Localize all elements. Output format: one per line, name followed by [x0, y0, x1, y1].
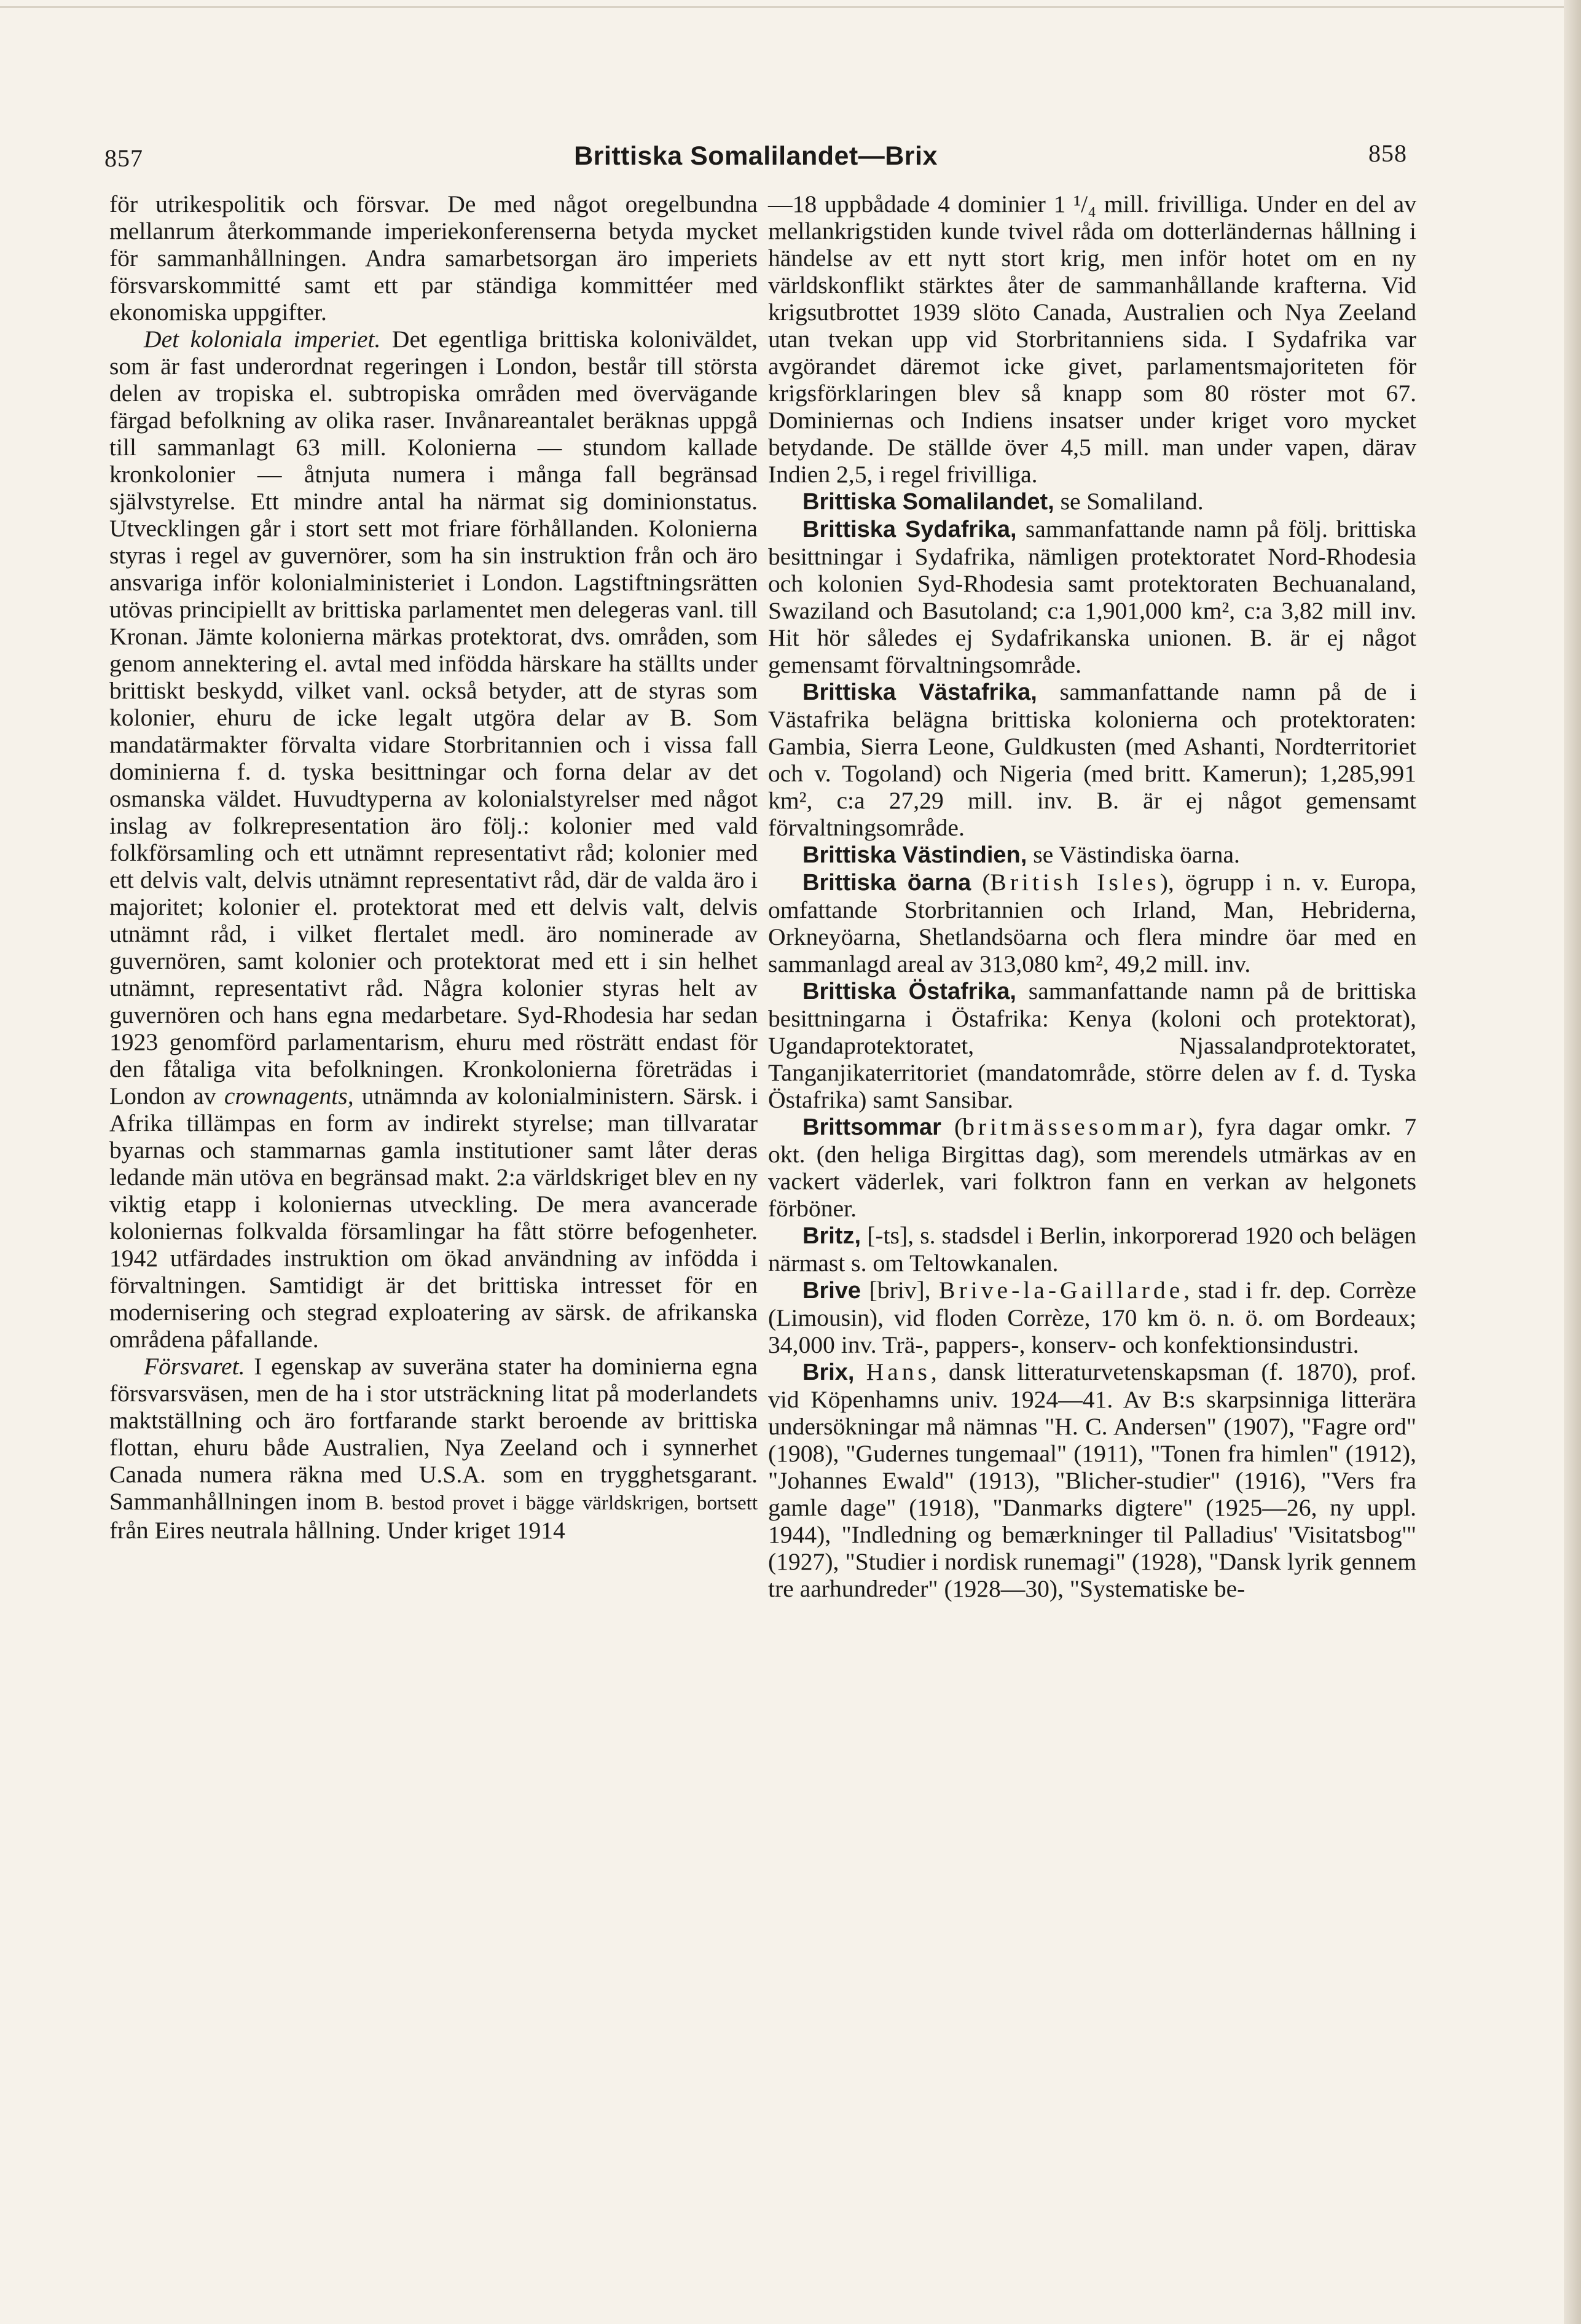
- section-heading-defence: Försvaret.: [144, 1353, 245, 1380]
- headword: Brittiska Västafrika,: [802, 679, 1037, 705]
- entry-body: se Västindiska öarna.: [1027, 841, 1240, 868]
- entry-body: sammanfattande namn på de brittiska besittningarna i Östafrika: Kenya (koloni och protektorat), Ugandaprotektoratet, Njassalandprotektoratet, Tanganjikaterritoriet (mandatområde, större delen av f. d. Tyska Östafrika) samt Sansibar.: [768, 977, 1416, 1113]
- right-column: [768, 190, 1416, 1602]
- crown-agents-term: crownagents,: [224, 1082, 354, 1109]
- entry-body: , dansk litteraturvetenskapsman (f. 1870), prof. vid Köpenhamns univ. 1924—41. Av B:s skarpsinniga litterära undersökningar må nämnas "H. C. Andersen" (1907), "Fagre ord" (1908), "Gudernes tungemaal" (1911), "Tonen fra himlen" (1912), "Johannes Ewald" (1913), "Blicher-studier" (1916), "Vers fra gamle dage" (1918), "Danmarks digtere" (1925—26, ny uppl. 1944), "Indledning og bemærkninger til Palladius' 'Visitatsbog'" (1927), "Studier i nordisk runemagi" (1928), "Dansk lyrik gennem tre aarhundreder" (1928—30), "Systematiske be-: [768, 1358, 1416, 1602]
- defence-end: från Eires neutrala hållning. Under kriget 1914: [109, 1517, 565, 1544]
- paragraph-colonial-empire: [109, 326, 758, 1353]
- page-edge: [1564, 0, 1581, 2324]
- headword: Brittiska Somalilandet,: [802, 489, 1054, 515]
- entry-brittiska-vastafrika: [768, 678, 1416, 841]
- entry-body: sammanfattande namn på följ. brittiska besittningar i Sydafrika, nämligen protektoratet Nord-Rhodesia och kolonien Syd-Rhodesia samt protektoraten Bechuanaland, Swaziland och Basutoland; c:a 1,901,000 km², c:a 3,82 mill inv. Hit hör således ej Sydafrikanska unionen. B. är ej något gemensamt förvaltningsområde.: [768, 515, 1416, 678]
- headword: Brittiska Östafrika,: [802, 979, 1016, 1004]
- running-header: [104, 139, 1407, 182]
- headword: Brittiska Sydafrika,: [802, 517, 1017, 542]
- headword: Brix,: [802, 1360, 855, 1385]
- entry-brittiska-sydafrika: [768, 515, 1416, 678]
- entry-brittiska-somalilandet: [768, 488, 1416, 515]
- entry-britz: [768, 1222, 1416, 1277]
- colonial-body: Det egentliga brittiska koloniväldet, som är fast underordnat regeringen i London, består till största delen av tropiska el. subtropiska områden med övervägande färgad befolkning av olika raser. Invånareantalet beräknas uppgå till sammanlagt 63 mill. Kolonierna — stundom kallade kronkolonier — åtnjuta numera i många fall begränsad självstyrelse. Ett mindre antal ha närmat sig dominionstatus. Utvecklingen går i stort sett mot friare förhållanden. Kolonierna styras i regel av guvernörer, som ha sin instruktion från och äro ansvariga inför kolonialministeriet i London. Lagstiftningsrätten utövas principiellt av brittiska parlamentet men delegeras vanl. till Kronan. Jämte kolonierna märkas protektorat, dvs. områden, som genom annektering el. avtal med infödda härskare ha ställts under brittiskt beskydd, vilket vanl. också betyder, att de styras som kolonier, ehuru de icke legalt utgöra delar av B. Som mandatärmakter förvalta vidare Storbritannien och i vissa fall dominierna f. d. tyska besittningar och forna delar av det osmanska väldet. Huvudtyperna av kolonialstyrelser med något inslag av folkrepresentation äro följ.: kolonier med vald folkförsamling och ett utnämnt representativt råd; kolonier med ett delvis valt, delvis utnämnt representativt råd, där de valda äro i majoritet; kolonier el. protektorat med ett delvis valt, delvis utnämnt råd, i vilket flertalet medl. äro nominerade av guvernören, samt kolonier och protektorat med ett i sin helhet utnämnt, representativt råd. Några kolonier styras helt av guvernören och hans egna medarbetare. Syd-Rhodesia har sedan 1923 genomförd parlamentarism, ehuru med rösträtt endast för den fåtaliga vita befolkningen. Kronkolonierna företrädas i London av: [109, 326, 758, 1109]
- headword: Brive: [802, 1278, 861, 1304]
- colonial-body-continued: utnämnda av kolonialministern. Särsk. i Afrika tillämpas en form av indirekt styrelse; man tillvaratar byarnas och stammarnas gamla institutioner samt låter deras ledande män utöva en begränsad makt. 2:a världskriget blev en ny viktig etapp i koloniernas utveckling. De mera avancerade koloniernas folkvalda församlingar ha fått större befogenheter. 1942 utfärdades instruktion om ökad användning av infödda i förvaltningen. Samtidigt är det brittiska intresset för en modernisering och stegrad exploatering av särsk. de afrikanska områdena påfallande.: [109, 1082, 758, 1353]
- top-rule: [0, 6, 1564, 8]
- entry-body: se Somaliland.: [1054, 488, 1204, 515]
- entry-body: [-ts], s. stadsdel i Berlin, inkorporerad 1920 och belägen närmast s. om Teltowkanalen.: [768, 1222, 1416, 1277]
- headword: Brittsommar: [802, 1114, 941, 1140]
- page-number-left: 857: [104, 144, 143, 172]
- headword: Britz,: [802, 1223, 861, 1249]
- paragraph-defence: [109, 1353, 758, 1544]
- entry-brive: [768, 1277, 1416, 1358]
- pronunciation: [briv],: [861, 1277, 940, 1304]
- running-title: Brittiska Somalilandet—Brix: [574, 141, 938, 171]
- spaced-term: britmässesommar: [962, 1113, 1190, 1140]
- left-column: [109, 190, 758, 1544]
- entry-brittiska-ostafrika: [768, 977, 1416, 1113]
- entry-brittiska-vastindien: [768, 841, 1416, 869]
- entry-brix: [768, 1358, 1416, 1602]
- headword: Brittiska öarna: [802, 870, 971, 896]
- paragraph-imperial-conferences: för utrikespolitik och försvar. De med något oregelbundna mellanrum återkommande imperiekonferenserna betyda mycket för sammanhållningen. Andra samarbetsorgan äro imperiets försvarskommitté samt ett par ständiga kommittéer med ekonomiska uppgifter.: [109, 190, 758, 326]
- entry-body: sammanfattande namn på de i Västafrika belägna brittiska kolonierna och protektoraten: Gambia, Sierra Leone, Guldkusten (med Ashanti, Nordterritoriet och v. Togoland) och Nigeria (med britt. Kamerun); 1,285,991 km², c:a 27,29 mill. inv. B. är ej något gemensamt förvaltningsområde.: [768, 678, 1416, 841]
- entry-body: ), ögrupp i n. v. Europa, omfattande Storbritannien och Irland, Man, Hebriderna, Orkneyöarna, Shetlandsöarna och flera mindre öar med en sammanlagd areal av 313,080 km², 49,2 mill. inv.: [768, 869, 1417, 977]
- entry-body: ), fyra dagar omkr. 7 okt. (den heliga Birgittas dag), som merendels utmärkas av en vackert väderlek, vari folktron fann en verkan av helgonets förböner.: [768, 1113, 1416, 1222]
- paragraph-war-contribution: —18 uppbådade 4 dominier 1 ¹/₄ mill. frivilliga. Under en del av mellankrigstiden kunde tvivel råda om dotterländernas hållning i händelse av ett nytt stort krig, men inför hotet om en ny världskonflikt stärktes åter de sammanhållande krafterna. Vid krigsutbrottet 1939 slöto Canada, Australien och Nya Zeeland utan tvekan upp vid Storbritanniens sida. I Sydafrika var avgörandet däremot icke givet, parlamentsmajoriteten för krigsförklaringen blev så knapp som 80 röster mot 67. Dominiernas och Indiens insatser under kriget voro mycket betydande. De ställde över 4,5 mill. man under vapen, därav Indien 2,5, i regel frivilliga.: [768, 190, 1416, 488]
- defence-body: I egenskap av suveräna stater ha dominierna egna försvarsväsen, men de ha i stor utsträckning litat på moderlandets maktställning och äro fortfarande starkt beroende av brittiska flottan, ehuru både Australien, Nya Zeeland och i synnerhet Canada numera räkna med U.S.A. som en trygghetsgarant. Sammanhållningen inom: [109, 1353, 758, 1515]
- spaced-term: Hans: [866, 1358, 931, 1385]
- entry-body: , stad i fr. dep. Corrèze (Limousin), vid floden Corrèze, 170 km ö. n. ö. om Bordeaux; 34,000 inv. Trä-, pappers-, konserv- och konfektionsindustri.: [768, 1277, 1416, 1358]
- section-heading-colonial: Det koloniala imperiet.: [144, 326, 381, 353]
- spaced-term: Brive-la-Gaillarde: [939, 1277, 1184, 1304]
- defence-small-line: B. bestod provet i bägge världskrigen, bortsett: [365, 1492, 758, 1514]
- spaced-term: British Isles: [990, 869, 1160, 896]
- entry-brittsommar: Brittsommar (britmässesommar), fyra dagar omkr. 7 okt. (den heliga Birgittas dag), som merendels utmärkas av en vackert väderlek, vari folktron fann en verkan av helgonets förböner.: [768, 1113, 1416, 1222]
- headword: Brittiska Västindien,: [802, 842, 1027, 868]
- entry-brittiska-oarna: Brittiska öarna (British Isles), ögrupp i n. v. Europa, omfattande Storbritannien och Irland, Man, Hebriderna, Orkneyöarna, Shetlandsöarna och flera mindre öar med en sammanlagd areal av 313,080 km², 49,2 mill. inv.: [768, 869, 1417, 977]
- page-number-right: 858: [1368, 139, 1407, 167]
